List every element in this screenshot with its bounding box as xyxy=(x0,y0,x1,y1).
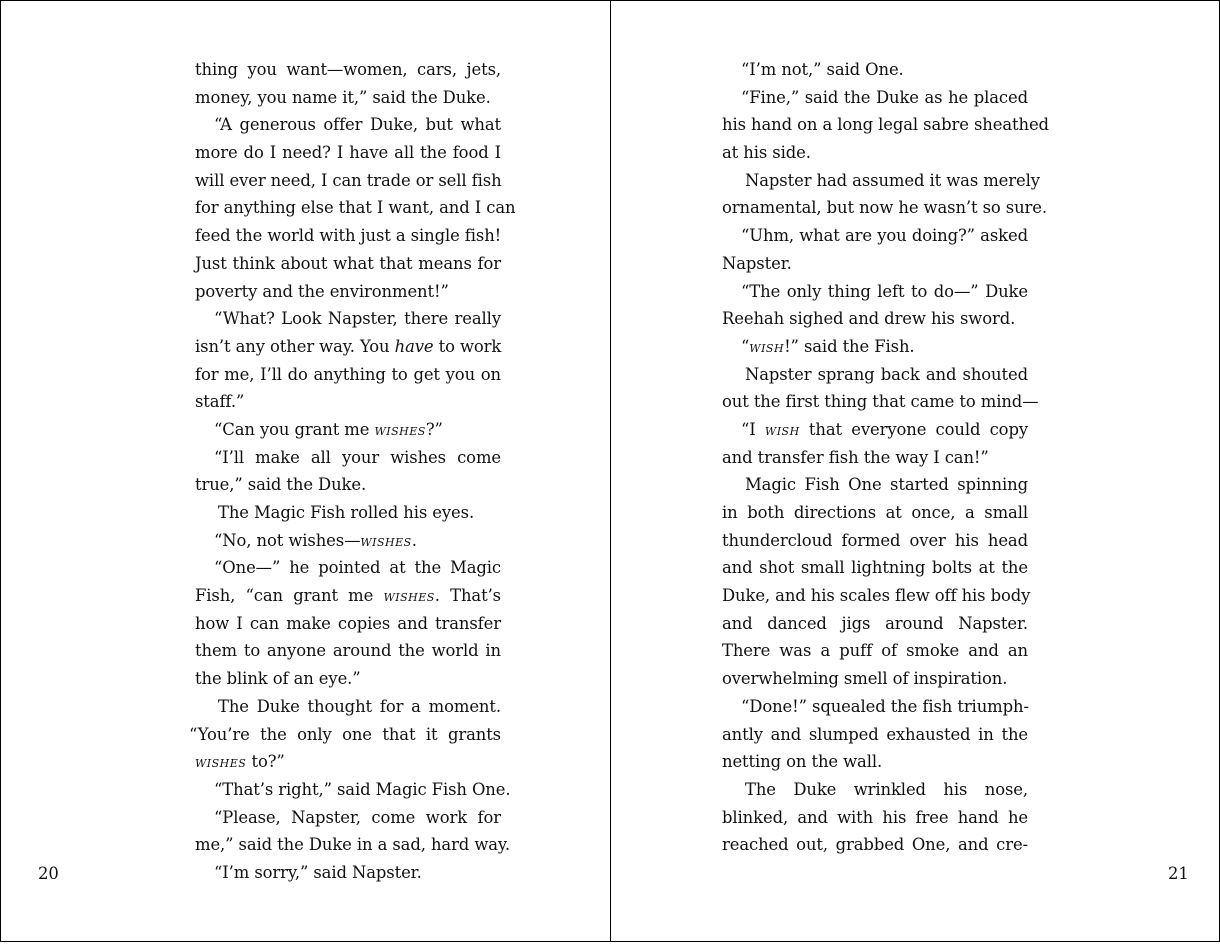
text-line: at his side. xyxy=(722,143,811,163)
text-line: Duke, and his scales flew off his body xyxy=(722,586,1031,606)
text-line: reached out, grabbed One, and cre- xyxy=(722,835,1028,855)
text-line: Reehah sighed and drew his sword. xyxy=(722,309,1016,329)
text-line: poverty and the environment!” xyxy=(195,281,449,301)
text-line: “A generous offer Duke, but what xyxy=(214,115,501,135)
text-line: overwhelming smell of inspiration. xyxy=(722,669,1008,689)
text-line: “You’re the only one that it grants xyxy=(189,724,501,744)
text-line: staff.” xyxy=(195,392,245,412)
text-line: netting on the wall. xyxy=(722,752,883,772)
text-line: “I’m not,” said One. xyxy=(741,60,904,79)
text-line: “That’s right,” said Magic Fish One. xyxy=(214,779,511,799)
text-line: “I’m sorry,” said Napster. xyxy=(214,862,422,882)
text-line: Fish, “can grant me wishes. That’s xyxy=(195,586,501,606)
text-line: The Magic Fish rolled his eyes. xyxy=(218,503,475,522)
text-line: “I’ll make all your wishes come xyxy=(214,447,501,467)
text-line: money, you name it,” said the Duke. xyxy=(195,87,491,107)
text-line: thundercloud formed over his head xyxy=(722,530,1028,550)
text-line: more do I need? I have all the food I xyxy=(195,143,501,163)
text-line: his hand on a long legal sabre sheathed xyxy=(722,115,1049,135)
text-line: out the first thing that came to mind— xyxy=(722,392,1039,412)
text-line: true,” said the Duke. xyxy=(195,475,367,495)
text-line: for me, I’ll do anything to get you on xyxy=(195,364,501,384)
text-line: for anything else that I want, and I can xyxy=(195,198,516,218)
right-page-text xyxy=(722,56,1049,859)
text-line: “What? Look Napster, there really xyxy=(214,309,501,329)
text-line: thing you want—women, cars, jets, xyxy=(195,60,501,79)
text-line: “Can you grant me wishes?” xyxy=(214,419,443,439)
text-line: blinked, and with his free hand he xyxy=(722,807,1028,827)
left-page xyxy=(0,0,611,942)
text-line: “Fine,” said the Duke as he placed xyxy=(741,87,1028,107)
left-page-text xyxy=(189,56,516,887)
text-line: “Done!” squealed the fish triumph- xyxy=(741,696,1029,716)
text-line: antly and slumped exhausted in the xyxy=(722,724,1028,744)
text-line: feed the world with just a single fish! xyxy=(195,226,502,246)
text-line: how I can make copies and transfer xyxy=(195,613,501,633)
text-line: There was a puff of smoke and an xyxy=(722,641,1028,661)
text-line: isn’t any other way. You have to work xyxy=(195,336,502,356)
text-line: “I wish that everyone could copy xyxy=(741,419,1029,439)
text-line: Just think about what that means for xyxy=(195,253,501,273)
text-line: and danced jigs around Napster. xyxy=(722,613,1028,633)
left-page-number: 20 xyxy=(38,864,59,883)
text-line: Magic Fish One started spinning xyxy=(745,475,1028,495)
text-line: wishes to?” xyxy=(195,752,285,772)
text-line: Napster. xyxy=(722,253,792,273)
text-line: “No, not wishes—wishes. xyxy=(214,530,417,550)
text-line: Napster sprang back and shouted xyxy=(745,364,1028,384)
text-line: The Duke wrinkled his nose, xyxy=(745,779,1028,799)
text-line: them to anyone around the world in xyxy=(195,641,501,661)
text-line: in both directions at once, a small xyxy=(722,503,1028,522)
text-line: Napster had assumed it was merely xyxy=(745,170,1040,190)
text-line: and transfer fish the way I can!” xyxy=(722,447,989,467)
right-page-number: 21 xyxy=(1168,864,1189,883)
text-line: and shot small lightning bolts at the xyxy=(722,558,1028,578)
text-line: “One—” he pointed at the Magic xyxy=(214,558,501,578)
text-line: “The only thing left to do—” Duke xyxy=(741,281,1028,301)
text-line: “Please, Napster, come work for xyxy=(214,807,501,827)
text-line: me,” said the Duke in a sad, hard way. xyxy=(195,835,511,855)
text-line: “Uhm, what are you doing?” asked xyxy=(741,226,1028,246)
right-page xyxy=(610,0,1220,942)
text-line: the blink of an eye.” xyxy=(195,669,361,689)
text-line: The Duke thought for a moment. xyxy=(218,696,501,716)
text-line: will ever need, I can trade or sell fish xyxy=(195,170,502,190)
text-line: ornamental, but now he wasn’t so sure. xyxy=(722,198,1048,218)
text-line: “wish!” said the Fish. xyxy=(741,336,915,356)
